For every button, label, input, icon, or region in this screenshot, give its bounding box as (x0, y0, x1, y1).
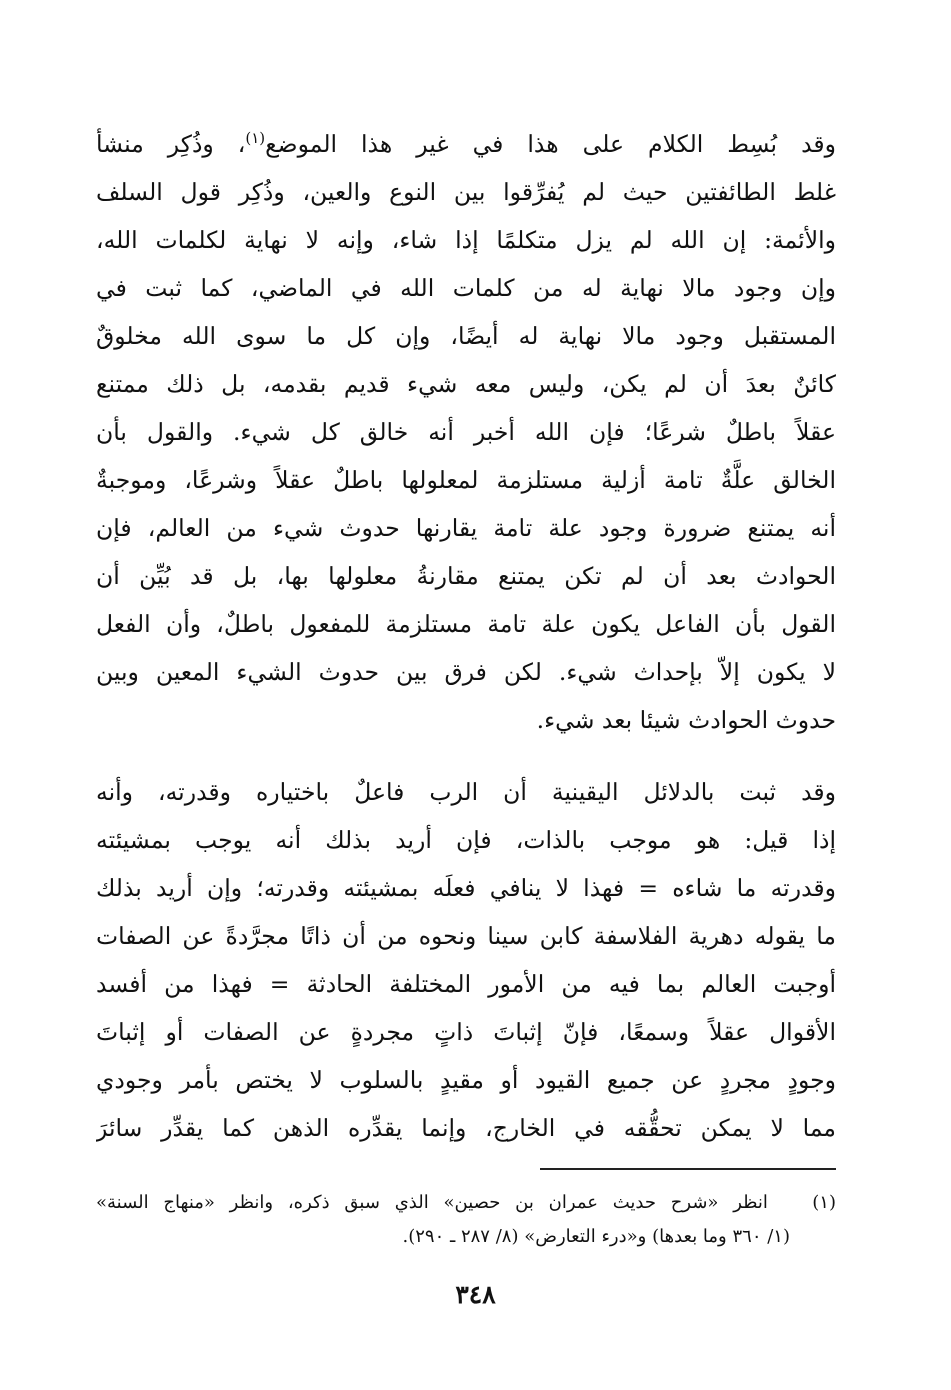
footnote-line (96, 1186, 836, 1220)
text-segment: وقد بُسِط الكلام على هذا في غير هذا الموضع (265, 130, 836, 158)
text-line: الحوادث بعد أن لم تكن يمتنع مقارنةُ معلولها بها، بل قد بُيِّن أن (96, 562, 836, 590)
text-line: القول بأن الفاعل يكون علة تامة مستلزمة للمفعول باطلٌ، وأن الفعل (96, 610, 836, 638)
footnote-marker: (١) (812, 1192, 836, 1213)
text-line: إذا قيل: هو موجب بالذات، فإن أريد بذلك أنه يوجب بمشيئته (96, 826, 836, 854)
main-text (96, 120, 836, 1152)
footnotes (96, 1186, 836, 1254)
text-line: أوجبت العالم بما فيه من الأمور المختلفة الحادثة = فهذا من أفسد (96, 970, 836, 998)
text-line: لا يكون إلاّ بإحداث شيء. لكن فرق بين حدوث الشيء المعين وبين (96, 658, 836, 686)
text-line: الخالق علَّةٌ تامة أزلية مستلزمة لمعلولها باطلٌ عقلاً وشرعًا، وموجبةٌ (96, 466, 836, 494)
text-line: غلط الطائفتين حيث لم يُفرِّقوا بين النوع والعين، وذُكِر قول السلف (96, 178, 836, 206)
footnote-line: (١/ ٣٦٠ وما بعدها) و«درء التعارض» (٨/ ٢٨٧ ـ ٢٩٠). (402, 1226, 790, 1247)
text-line: ما يقوله دهرية الفلاسفة كابن سينا ونحوه من أن ذاتًا مجرَّدةً عن الصفات (96, 922, 836, 950)
text-line: حدوث الحوادث شيئا بعد شيء. (536, 706, 836, 734)
footnote-separator (540, 1168, 836, 1170)
paragraph-2 (96, 768, 836, 1152)
text-line: أنه يمتنع ضرورة وجود علة تامة يقارنها حدوث شيء من العالم، فإن (96, 514, 836, 542)
text-line: الأقوال عقلاً وسمعًا، فإنّ إثباتَ ذاتٍ مجردةٍ عن الصفات أو إثباتَ (96, 1018, 836, 1046)
paragraph-gap (96, 744, 836, 768)
text-line: المستقبل وجود مالا نهاية له أيضًا، وإن كل ما سوى الله مخلوقٌ (96, 322, 836, 350)
text-line (96, 120, 836, 168)
text-line: وقدرته ما شاءه = فهذا لا ينافي فعلَه بمشيئته وقدرته؛ وإن أريد بذلك (96, 874, 836, 902)
text-line: وإن وجود مالا نهاية له من كلمات الله في الماضي، كما ثبت في (96, 274, 836, 302)
text-line: كائنٌ بعدَ أن لم يكن، وليس معه شيء قديم بقدمه، بل ذلك ممتنع (96, 370, 836, 398)
paragraph-1 (96, 120, 836, 744)
text-line: والأئمة: إن الله لم يزل متكلمًا إذا شاء، وإنه لا نهاية لكلمات الله، (96, 226, 836, 254)
text-line: وجودٍ مجردٍ عن جميع القيود أو مقيدٍ بالسلوب لا يختص بأمر وجودي (96, 1066, 836, 1094)
text-line: وقد ثبت بالدلائل اليقينية أن الرب فاعلٌ باختياره وقدرته، وأنه (96, 778, 836, 806)
text-line: مما لا يمكن تحقُّقه في الخارج، وإنما يقدِّره الذهن كما يقدِّر سائرَ (96, 1114, 836, 1142)
page-number: ٣٤٨ (455, 1280, 496, 1309)
footnote-text: انظر «شرح حديث عمران بن حصين» الذي سبق ذكره، وانظر «منهاج السنة» (96, 1192, 768, 1213)
text-segment: ، وذُكِر منشأ (96, 130, 246, 158)
text-line: عقلاً باطلٌ شرعًا؛ فإن الله أخبر أنه خالق كل شيء. والقول بأن (96, 418, 836, 446)
footnote-reference: (١) (245, 129, 266, 148)
